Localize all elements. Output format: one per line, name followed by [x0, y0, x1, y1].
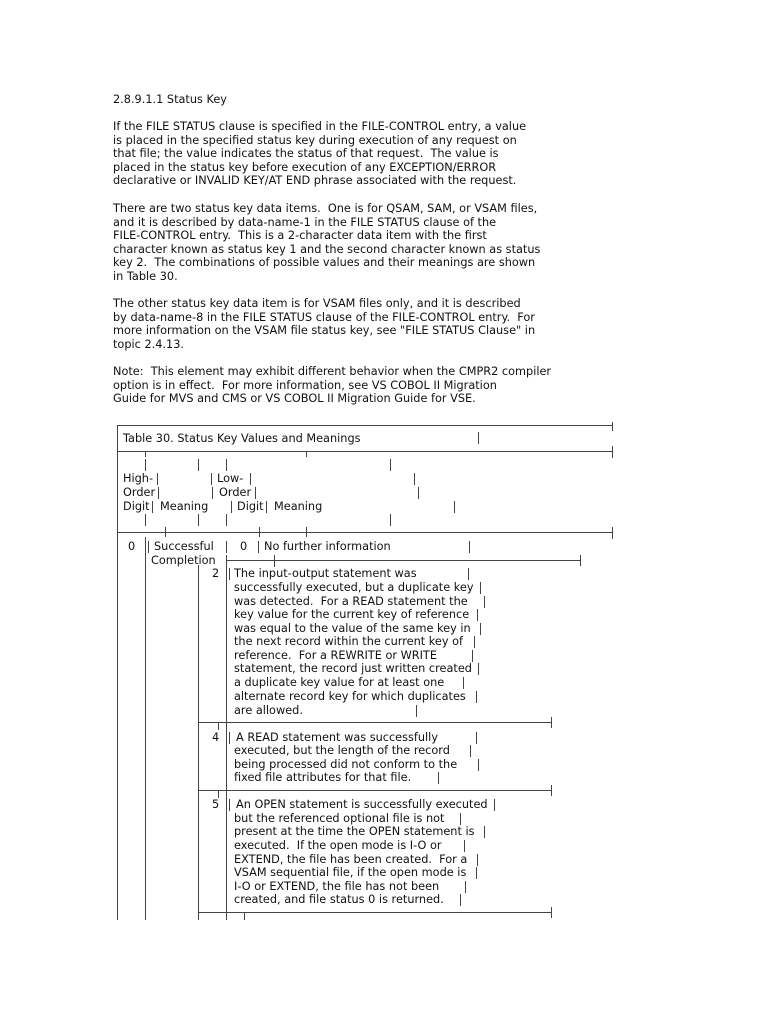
text-line: topic 2.4.13. — [113, 337, 184, 351]
header-bar — [390, 459, 391, 471]
cell-bar — [476, 867, 477, 879]
cell-bar — [258, 541, 259, 553]
meaning-line: present at the time the OPEN statement is — [234, 825, 475, 838]
text-line: more information on the VSAM file status key, see "FILE STATUS Clause" in — [113, 324, 536, 338]
header-low-order-digit-line: Low- — [217, 472, 244, 485]
column-divider-meaning — [198, 565, 199, 920]
meaning-line: fixed file attributes for that file. — [234, 771, 412, 784]
table-border-tick — [478, 432, 479, 444]
header-bar — [226, 514, 227, 526]
table-border-tick — [145, 451, 146, 457]
column-divider-high — [145, 537, 146, 920]
column-divider-low — [226, 555, 227, 920]
meaning-line: the next record within the current key of — [234, 635, 464, 648]
table-border-tick — [551, 717, 552, 728]
cell-bar — [226, 541, 227, 553]
text-line: key 2. The combinations of possible values and their meanings are shown — [113, 256, 536, 270]
cell-bar — [484, 596, 485, 608]
table-border-tick — [218, 722, 219, 730]
header-bar — [152, 501, 153, 513]
header-bar — [414, 473, 415, 485]
cell-bar — [463, 677, 464, 689]
cell-bar — [494, 799, 495, 811]
cell-bar — [476, 691, 477, 703]
text-line: If the FILE STATUS clause is specified in the FILE-CONTROL entry, a value — [113, 120, 527, 133]
cell-bar — [229, 568, 230, 580]
meaning-line: created, and file status 0 is returned. — [234, 893, 444, 906]
row-separator — [199, 790, 551, 791]
header-bar — [266, 501, 267, 513]
header-bar — [211, 473, 212, 485]
table-border-tick — [274, 555, 275, 567]
cell-bar — [478, 759, 479, 771]
cell-bar — [468, 568, 469, 580]
header-bar — [231, 501, 232, 513]
cell-bar — [474, 636, 475, 648]
table-border-tick — [306, 451, 307, 457]
text-line: There are two status key data items. One is for QSAM, SAM, or VSAM files, — [113, 202, 538, 215]
text-line: is placed in the specified status key during execution of any request on — [113, 133, 517, 147]
header-high-order-digit-line: High- — [123, 472, 154, 485]
cell-bar — [484, 826, 485, 838]
table-left-border — [117, 425, 118, 920]
cell-bar — [460, 894, 461, 906]
text-line: declarative or INVALID KEY/AT END phrase associated with the request. — [113, 174, 517, 188]
header-bar — [255, 487, 256, 499]
text-line: in Table 30. — [113, 269, 178, 283]
header-meaning-2: Meaning — [274, 500, 323, 513]
header-low-order-digit-line: Order — [219, 486, 252, 499]
meaning-line: An OPEN statement is successfully executed — [236, 798, 488, 811]
meaning-line: being processed did not conform to the — [234, 758, 458, 771]
meaning-line: are allowed. — [234, 704, 303, 717]
header-bar — [390, 514, 391, 526]
meaning-line: a duplicate key value for at least one — [234, 676, 445, 689]
cell-bar — [465, 881, 466, 893]
meaning-line: was equal to the value of the same key in — [234, 622, 471, 635]
table-border-tick — [612, 527, 613, 539]
meaning-line: A READ statement was successfully — [236, 731, 439, 744]
cell-bar — [477, 854, 478, 866]
table-border-tick — [551, 785, 552, 796]
low-order-digit-cell: 0 — [240, 540, 248, 553]
meaning-line: executed. If the open mode is I-O or — [234, 839, 442, 852]
table-border-tick — [551, 907, 552, 918]
text-line: and it is described by data-name-1 in the FILE STATUS clause of the — [113, 215, 497, 229]
table-top-border — [117, 425, 613, 426]
text-line: character known as status key 1 and the second character known as status — [113, 242, 541, 256]
cell-bar — [469, 541, 470, 553]
paragraph-vsam-status-key — [113, 297, 573, 351]
cell-bar — [460, 813, 461, 825]
cell-bar — [416, 705, 417, 717]
header-bar — [212, 487, 213, 499]
cell-bar — [476, 732, 477, 744]
meaning-line: but the referenced optional file is not — [234, 812, 445, 825]
low-meaning-cell-line: No further information — [264, 540, 391, 553]
table-border-tick — [244, 912, 245, 920]
high-meaning-cell-line: Successful — [154, 540, 214, 553]
section-heading: 2.8.9.1.1 Status Key — [113, 93, 227, 106]
cell-bar — [438, 772, 439, 784]
header-bar — [226, 459, 227, 471]
paragraph-two-status-keys — [113, 202, 573, 284]
cell-bar — [470, 745, 471, 757]
header-bar — [198, 514, 199, 526]
meaning-line: reference. For a REWRITE or WRITE — [234, 649, 437, 662]
paragraph-status-key-intro — [113, 120, 573, 188]
paragraph-note — [113, 365, 573, 406]
meaning-line: was detected. For a READ statement the — [234, 595, 468, 608]
table-border-tick — [218, 790, 219, 798]
low-order-digit-cell: 5 — [212, 798, 220, 811]
meaning-line: The input-output statement was — [234, 567, 417, 580]
header-bar — [454, 501, 455, 513]
low-order-digit-cell: 2 — [212, 567, 220, 580]
title-separator — [117, 451, 613, 452]
table-border-tick — [612, 446, 613, 458]
cell-bar — [229, 799, 230, 811]
meaning-line: EXTEND, the file has been created. For a — [234, 853, 468, 866]
row-separator — [199, 912, 551, 913]
table-border-tick — [259, 527, 260, 537]
low-order-digit-cell: 4 — [212, 731, 220, 744]
header-bar — [250, 473, 251, 485]
text-line: FILE-CONTROL entry. This is a 2-character data item with the first — [113, 229, 487, 243]
cell-bar — [229, 732, 230, 744]
text-line: that file; the value indicates the status of that request. The value is — [113, 147, 499, 161]
row-separator — [199, 722, 551, 723]
header-high-order-digit-line: Order — [123, 486, 156, 499]
table-border-tick — [306, 527, 307, 537]
text-line: Note: This element may exhibit different behavior when the CMPR2 compiler — [113, 365, 552, 378]
cell-bar — [464, 840, 465, 852]
header-bar — [418, 487, 419, 499]
cell-bar — [478, 663, 479, 675]
meaning-line: successfully executed, but a duplicate key — [234, 581, 474, 594]
cell-bar — [477, 609, 478, 621]
header-meaning-1: Meaning — [160, 500, 209, 513]
text-line: option is in effect. For more information, see VS COBOL II Migration — [113, 378, 497, 392]
table-border-tick — [580, 555, 581, 566]
cell-bar — [480, 582, 481, 594]
text-line: by data-name-8 in the FILE STATUS clause of the FILE-CONTROL entry. For — [113, 310, 535, 324]
table-border-tick — [165, 527, 166, 537]
header-bar — [158, 487, 159, 499]
table-title: Table 30. Status Key Values and Meanings — [123, 432, 361, 445]
high-meaning-cell-line: Completion — [151, 554, 216, 567]
cell-bar — [472, 650, 473, 662]
table-border-tick — [612, 422, 613, 431]
text-line: placed in the status key before execution of any EXCEPTION/ERROR — [113, 160, 497, 174]
header-bar — [157, 473, 158, 485]
meaning-line: I-O or EXTEND, the file has not been — [234, 880, 440, 893]
meaning-line: alternate record key for which duplicates — [234, 690, 466, 703]
text-line: Guide for MVS and CMS or VS COBOL II Migration Guide for VSE. — [113, 392, 476, 406]
high-order-digit-cell: 0 — [128, 540, 136, 553]
meaning-line: executed, but the length of the record — [234, 744, 450, 757]
meaning-line: VSAM sequential file, if the open mode is — [234, 866, 467, 879]
cell-bar — [480, 623, 481, 635]
meaning-line: statement, the record just written created — [234, 662, 472, 675]
header-bar — [145, 514, 146, 526]
header-bar — [145, 459, 146, 471]
text-line: The other status key data item is for VSAM files only, and it is described — [113, 297, 521, 310]
cell-bar — [148, 541, 149, 553]
row-separator — [227, 560, 580, 561]
header-separator — [117, 532, 613, 533]
header-high-order-digit-line: Digit — [123, 500, 150, 513]
header-bar — [198, 459, 199, 471]
header-low-order-digit-line: Digit — [237, 500, 264, 513]
meaning-line: key value for the current key of reference — [234, 608, 470, 621]
